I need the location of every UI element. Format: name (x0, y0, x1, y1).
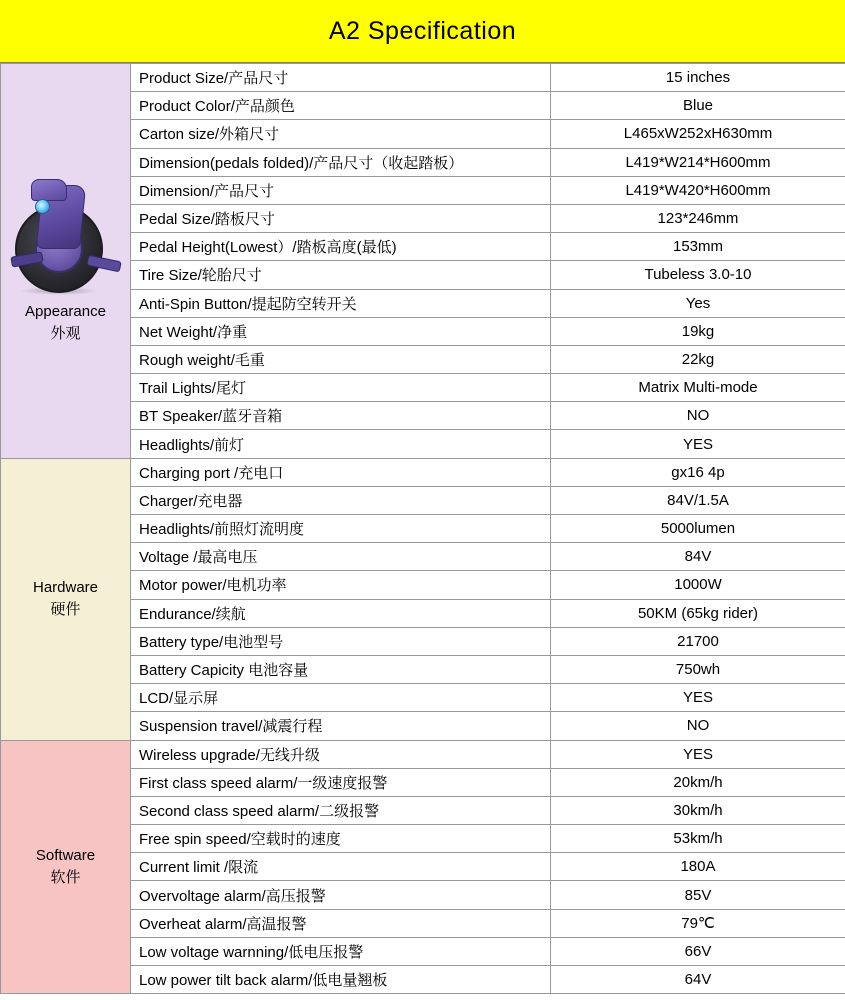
group-label-cn: 硬件 (50, 601, 81, 619)
spec-label: Product Size/产品尺寸 (131, 64, 551, 92)
spec-label: Rough weight/毛重 (131, 345, 551, 373)
table-row (1, 458, 845, 486)
spec-label: Carton size/外箱尺寸 (131, 120, 551, 148)
spec-value: 84V (551, 543, 845, 571)
spec-label: Pedal Size/踏板尺寸 (131, 204, 551, 232)
sheet-title-bar (0, 0, 845, 63)
group-cell-software (1, 740, 131, 994)
group-label-en: Hardware (32, 579, 99, 597)
spec-value: Tubeless 3.0-10 (551, 261, 845, 289)
table-row (1, 740, 845, 768)
group-cell-hardware (1, 458, 131, 740)
spec-value: YES (551, 740, 845, 768)
spec-value: 1000W (551, 571, 845, 599)
spec-label: Charging port /充电口 (131, 458, 551, 486)
spec-label: Headlights/前照灯流明度 (131, 515, 551, 543)
spec-label: Free spin speed/空载时的速度 (131, 825, 551, 853)
spec-label: Dimension(pedals folded)/产品尺寸（收起踏板） (131, 148, 551, 176)
spec-label: Product Color/产品颜色 (131, 92, 551, 120)
table-row (1, 64, 845, 92)
spec-value: Blue (551, 92, 845, 120)
spec-value: 85V (551, 881, 845, 909)
spec-value: 50KM (65kg rider) (551, 599, 845, 627)
group-label-cn: 软件 (50, 868, 81, 886)
spec-label: Tire Size/轮胎尺寸 (131, 261, 551, 289)
spec-value: 22kg (551, 345, 845, 373)
spec-value: L419*W214*H600mm (551, 148, 845, 176)
spec-label: Pedal Height(Lowest）/踏板高度(最低) (131, 233, 551, 261)
spec-value: 123*246mm (551, 204, 845, 232)
spec-value: 64V (551, 966, 845, 994)
spec-value: NO (551, 712, 845, 740)
spec-value: L419*W420*H600mm (551, 176, 845, 204)
spec-label: Endurance/续航 (131, 599, 551, 627)
spec-label: Anti-Spin Button/提起防空转开关 (131, 289, 551, 317)
spec-label: LCD/显示屏 (131, 684, 551, 712)
spec-value: 84V/1.5A (551, 486, 845, 514)
spec-label: Trail Lights/尾灯 (131, 374, 551, 402)
spec-label: BT Speaker/蓝牙音箱 (131, 402, 551, 430)
spec-label: Low voltage warnning/低电压报警 (131, 937, 551, 965)
spec-label: Net Weight/净重 (131, 317, 551, 345)
spec-label: Wireless upgrade/无线升级 (131, 740, 551, 768)
spec-label: Voltage /最高电压 (131, 543, 551, 571)
group-label-cn: 外观 (50, 324, 81, 342)
spec-label: Current limit /限流 (131, 853, 551, 881)
spec-value: 20km/h (551, 768, 845, 796)
spec-label: Low power tilt back alarm/低电量翘板 (131, 966, 551, 994)
spec-value: 19kg (551, 317, 845, 345)
spec-value: 53km/h (551, 825, 845, 853)
group-cell-appearance (1, 64, 131, 459)
spec-label: Battery type/电池型号 (131, 627, 551, 655)
spec-value: 180A (551, 853, 845, 881)
spec-label: Dimension/产品尺寸 (131, 176, 551, 204)
spec-label: Second class speed alarm/二级报警 (131, 796, 551, 824)
spec-label: Headlights/前灯 (131, 430, 551, 458)
page-title: A2 Specification (328, 16, 517, 45)
spec-value: YES (551, 430, 845, 458)
specification-table (0, 63, 845, 994)
spec-label: Suspension travel/减震行程 (131, 712, 551, 740)
spec-label: Motor power/电机功率 (131, 571, 551, 599)
spec-value: Yes (551, 289, 845, 317)
spec-value: 79℃ (551, 909, 845, 937)
spec-label: Overheat alarm/高温报警 (131, 909, 551, 937)
electric-unicycle-illustration-icon (9, 177, 127, 295)
group-label-en: Software (35, 847, 96, 865)
spec-value: NO (551, 402, 845, 430)
spec-value: 153mm (551, 233, 845, 261)
spec-label: Battery Capicity 电池容量 (131, 655, 551, 683)
spec-value: L465xW252xH630mm (551, 120, 845, 148)
spec-label: Overvoltage alarm/高压报警 (131, 881, 551, 909)
spec-value: gx16 4p (551, 458, 845, 486)
spec-value: 750wh (551, 655, 845, 683)
spec-value: 30km/h (551, 796, 845, 824)
spec-value: 21700 (551, 627, 845, 655)
spec-value: YES (551, 684, 845, 712)
spec-label: Charger/充电器 (131, 486, 551, 514)
spec-value: 15 inches (551, 64, 845, 92)
spec-value: 66V (551, 937, 845, 965)
spec-value: 5000lumen (551, 515, 845, 543)
group-label-en: Appearance (25, 303, 106, 321)
spec-label: First class speed alarm/一级速度报警 (131, 768, 551, 796)
spec-value: Matrix Multi-mode (551, 374, 845, 402)
